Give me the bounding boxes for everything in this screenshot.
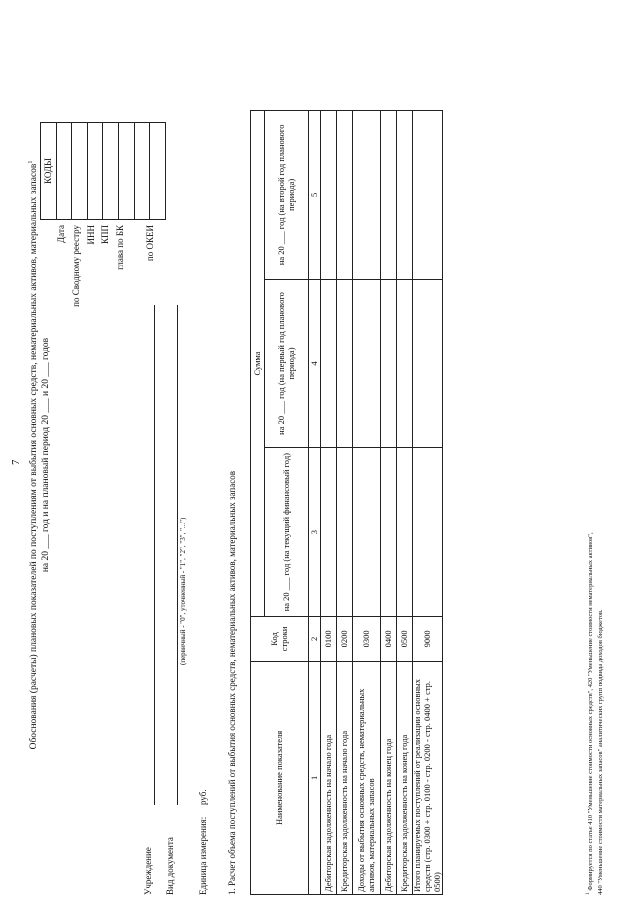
footnote-text1: Формируется по статье 410 "Уменьшение стоимости основных средств", 420 "Уменьшение стоимости нематериальных активов",	[587, 532, 595, 891]
footnote-mark: 1	[585, 892, 591, 895]
row-code: 0300	[353, 617, 381, 662]
value-cell[interactable]	[381, 279, 397, 448]
table-row	[381, 111, 397, 895]
unit-value: руб.	[198, 789, 208, 805]
doc-type-hint: (первичный - "0", уточненный - "1", "2", "3", "...")	[179, 517, 187, 665]
label-registry: по Сводному реестру	[71, 225, 81, 307]
label-kpp: КПП	[100, 225, 110, 245]
col-header-name: Наименование показателя	[251, 661, 309, 894]
row-code: 0500	[397, 617, 413, 662]
code-cell-bk[interactable]	[118, 123, 134, 220]
row-name: Дебиторская задолженность на начало года	[321, 661, 337, 894]
title-footnote-mark: 1	[28, 160, 34, 164]
col-header-code: Код строки	[251, 617, 309, 662]
value-cell[interactable]	[337, 279, 353, 448]
value-cell[interactable]	[413, 448, 443, 617]
col-num: 1	[309, 661, 321, 894]
institution-field[interactable]	[154, 305, 155, 805]
label-bk: глава по БК	[115, 225, 125, 270]
col-num: 5	[309, 111, 321, 280]
code-cell-okei[interactable]	[150, 123, 166, 220]
label-date: Дата	[56, 225, 66, 243]
row-code: 9000	[413, 617, 443, 662]
value-cell[interactable]	[353, 448, 381, 617]
code-cell-date[interactable]	[56, 123, 72, 220]
code-cell-inn[interactable]	[87, 123, 103, 220]
col-num: 2	[309, 617, 321, 662]
value-cell[interactable]	[381, 448, 397, 617]
codes-header: КОДЫ	[41, 123, 57, 220]
col-num: 4	[309, 279, 321, 448]
value-cell[interactable]	[413, 279, 443, 448]
col-header-year2: на 20 ___ год (на первый год планового периода)	[265, 279, 309, 448]
value-cell[interactable]	[321, 111, 337, 280]
value-cell[interactable]	[321, 448, 337, 617]
value-cell[interactable]	[397, 448, 413, 617]
value-cell[interactable]	[413, 111, 443, 280]
col-header-year3: на 20 ___ год (на второй год планового периода)	[265, 111, 309, 280]
row-name: Кредиторская задолженность на конец года	[397, 661, 413, 894]
value-cell[interactable]	[337, 111, 353, 280]
col-header-sum: Сумма	[251, 111, 265, 617]
codes-table	[40, 122, 166, 220]
row-name: Итого планируемых поступлений от реализации основных средств (стр. 0300 + стр. 0100 - стр. 0200 - стр. 0400 + стр. 0500)	[413, 661, 443, 894]
title-line1: Обоснования (расчеты) плановых показателей по поступлениям от выбытия основных средств, нематериальных активов, материальных запасов	[29, 163, 40, 750]
value-cell[interactable]	[381, 111, 397, 280]
value-cell[interactable]	[321, 279, 337, 448]
value-cell[interactable]	[353, 111, 381, 280]
row-code: 0200	[337, 617, 353, 662]
table-row	[337, 111, 353, 895]
title-line2: на 20 ___ год и на плановый период 20 ___ и 20 ___ годов	[41, 337, 52, 573]
col-num: 3	[309, 448, 321, 617]
institution-label: Учреждение	[143, 847, 153, 895]
table-row	[413, 111, 443, 895]
row-code: 0100	[321, 617, 337, 662]
label-inn: ИНН	[86, 225, 96, 245]
row-name: Доходы от выбытия основных средств, нематериальных активов, материальных запасов	[353, 661, 381, 894]
col-header-year1: на 20 ___ год (на текущий финансовый год)	[265, 448, 309, 617]
code-cell-blank[interactable]	[134, 123, 150, 220]
table-row	[353, 111, 381, 895]
value-cell[interactable]	[397, 111, 413, 280]
code-cell-registry[interactable]	[72, 123, 88, 220]
row-code: 0400	[381, 617, 397, 662]
footnote-line1	[585, 532, 594, 895]
row-name: Кредиторская задолженность на начало года	[337, 661, 353, 894]
unit-label: Единица измерения:	[198, 816, 208, 895]
label-okei: по ОКЕИ	[145, 225, 155, 262]
table-row	[321, 111, 337, 895]
value-cell[interactable]	[353, 279, 381, 448]
table-row	[397, 111, 413, 895]
main-table	[250, 110, 443, 895]
code-cell-kpp[interactable]	[103, 123, 119, 220]
doc-type-label: Вид документа	[165, 837, 175, 895]
value-cell[interactable]	[397, 279, 413, 448]
row-name: Дебиторская задолженность на конец года	[381, 661, 397, 894]
doc-type-field[interactable]	[177, 305, 178, 805]
page-number: 7	[10, 459, 22, 465]
section-title: 1. Расчет объема поступлений от выбытия основных средств, нематериальных активов, материальных запасов	[227, 471, 237, 895]
footnote-line2: 440 "Уменьшение стоимости материальных запасов" аналитических групп подвида доходов бюджетов.	[597, 609, 604, 895]
value-cell[interactable]	[337, 448, 353, 617]
